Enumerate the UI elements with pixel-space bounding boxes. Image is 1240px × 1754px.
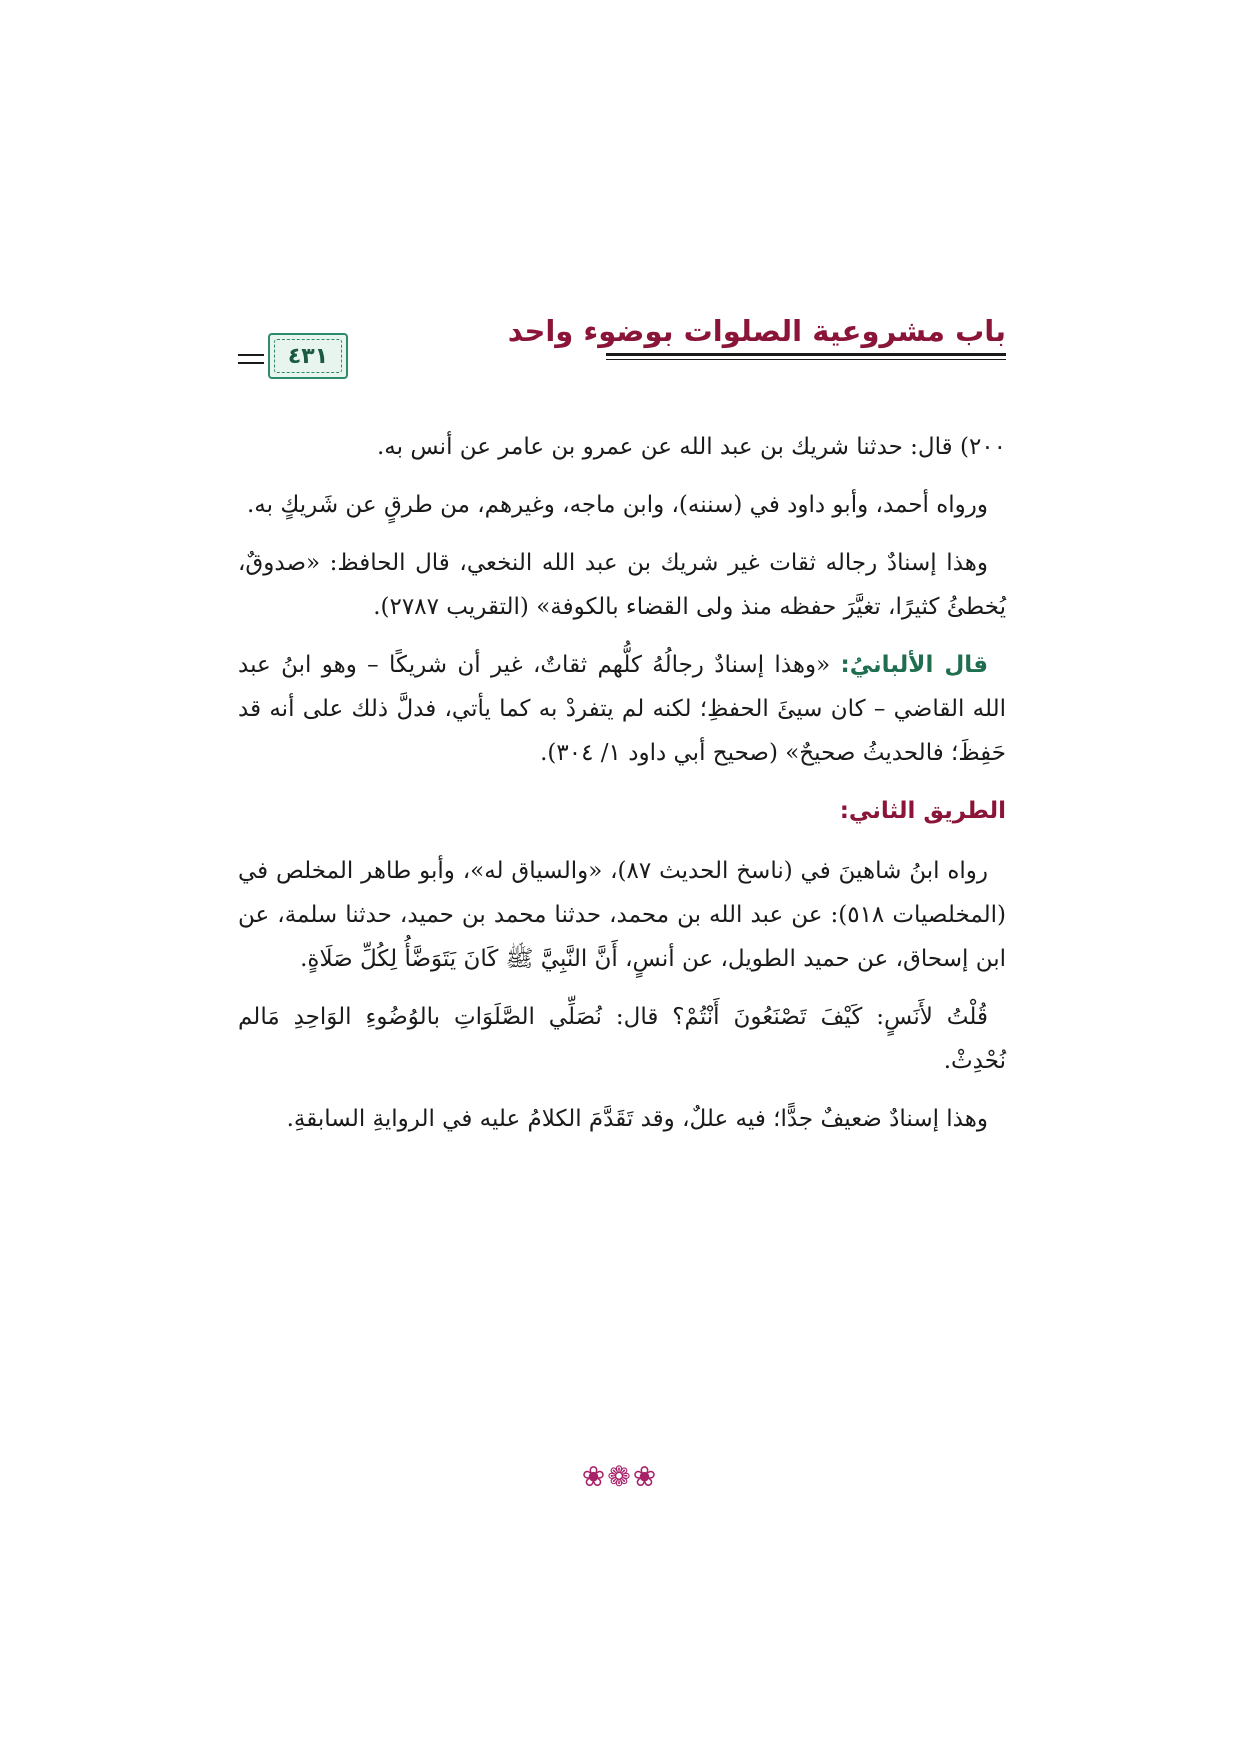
header-rule-left	[238, 354, 264, 364]
weak-isnad-paragraph: وهذا إسنادٌ ضعيفٌ جدًّا؛ فيه عللٌ، وقد تَقَدَّمَ الكلامُ عليه في الروايةِ السابقةِ.	[286, 1106, 988, 1132]
albani-text: «وهذا إسنادٌ رجالُهُ كلُّهم ثقاتٌ، غير أن شريكًا – وهو ابنُ عبد الله القاضي – كان سيئَ الحفظِ؛ لكنه لم يتفردْ به كما يأتي، فدلَّ ذلك على أنه قد حَفِظَ؛ فالحديثُ صحيحٌ» (صحيح أبي داود ١/ ٣٠٤).	[238, 652, 1006, 766]
page-header	[238, 300, 1006, 375]
page-number-badge	[268, 333, 348, 379]
narration-paragraph: ورواه أحمد، وأبو داود في (سننه)، وابن ماجه، وغيرهم، من طرقٍ عن شَريكٍ به.	[246, 492, 988, 518]
second-route-heading: الطريق الثاني:	[839, 798, 1006, 824]
header-rule-right	[606, 353, 1006, 360]
second-route-paragraph: رواه ابنُ شاهينَ في (ناسخ الحديث ٨٧)، «والسياق له»، وأبو طاهر المخلص في (المخلصيات ٥١٨): عن عبد الله بن محمد، حدثنا محمد بن حميد، حدثنا سلمة، عن ابن إسحاق، عن حميد الطويل، عن أنسٍ، أَنَّ النَّبِيَّ ﷺ كَانَ يَتَوَضَّأُ لِكُلِّ صَلَاةٍ.	[238, 858, 1006, 972]
isnad-paragraph: وهذا إسنادٌ رجاله ثقات غير شريك بن عبد الله النخعي، قال الحافظ: «صدوقٌ، يُخطئُ كثيرًا، تغيَّرَ حفظه منذ ولى القضاء بالكوفة» (التقريب ٢٧٨٧).	[238, 550, 1006, 620]
page-number: ٤٣١	[287, 343, 329, 369]
page-body	[238, 425, 1006, 1155]
hadith-paragraph: ٢٠٠) قال: حدثنا شريك بن عبد الله عن عمرو بن عامر عن أنس به.	[376, 434, 1006, 460]
anas-quote-paragraph: قُلْتُ لأَنَسٍ: كَيْفَ تَصْنَعُونَ أَنْتُمْ؟ قال: نُصَلِّي الصَّلَوَاتِ بالوُضُوءِ الوَاحِدِ مَالم نُحْدِثْ.	[238, 1004, 1006, 1074]
albani-label: قال الألبانيُ:	[840, 652, 989, 678]
albani-paragraph	[238, 643, 1006, 775]
chapter-title: باب مشروعية الصلوات بوضوء واحد	[507, 314, 1006, 348]
end-ornament-icon: ❀❁❀	[581, 1460, 659, 1493]
